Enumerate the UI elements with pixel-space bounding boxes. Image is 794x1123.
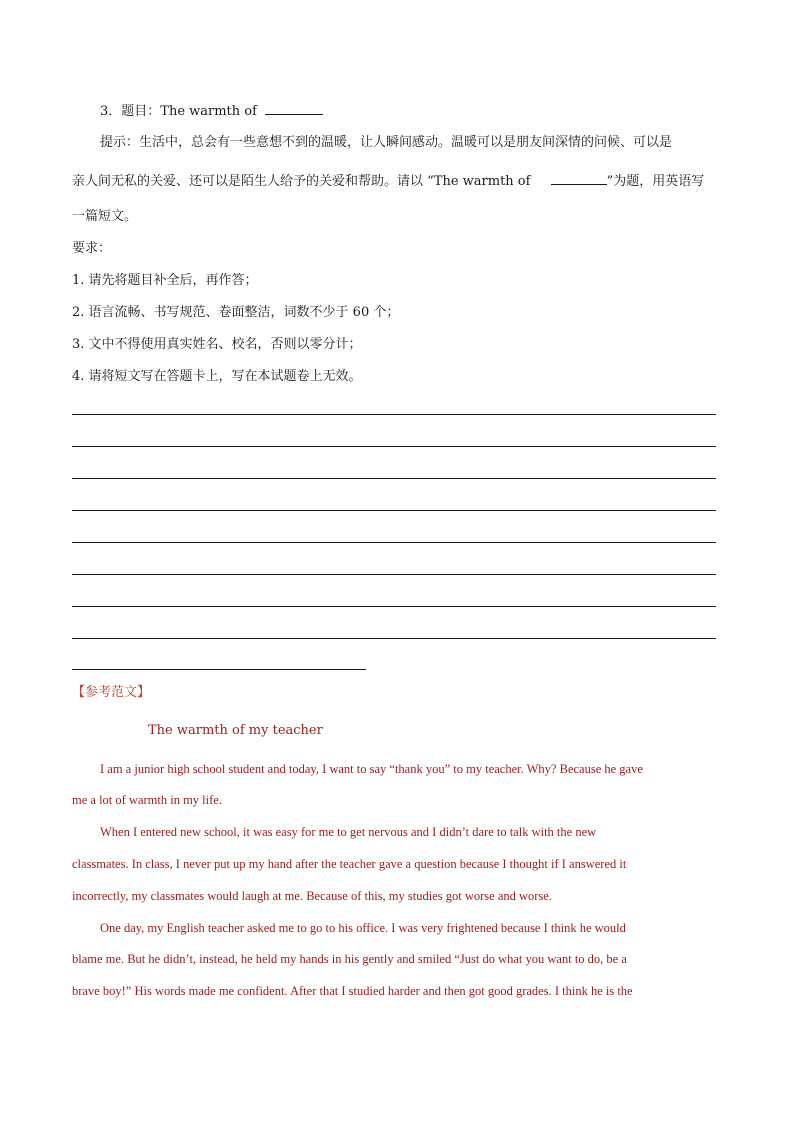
writing-line-short [72, 669, 366, 670]
hint-title-blank [551, 172, 607, 185]
model-essay-title: The warmth of my teacher [148, 723, 323, 738]
hint-line-2-part-b: ”为题，用英语写 [606, 174, 705, 189]
writing-line [72, 606, 716, 607]
writing-line [72, 414, 716, 415]
requirement-item: 4. 请将短文写在答题卡上，写在本试题卷上无效。 [72, 369, 362, 384]
requirement-item: 2. 语言流畅、书写规范、卷面整洁，词数不少于 60 个； [72, 305, 400, 320]
hint-line-2-part-a: 亲人间无私的关爱、还可以是陌生人给予的关爱和帮助。请以 “The warmth of [72, 174, 531, 189]
writing-line [72, 542, 716, 543]
requirement-item: 3. 文中不得使用真实姓名、校名，否则以零分计； [72, 337, 362, 352]
requirements-label: 要求： [72, 241, 112, 256]
hint-line-1: 提示：生活中，总会有一些意想不到的温暖，让人瞬间感动。温暖可以是朋友间深情的问候、可以是 [100, 135, 673, 150]
essay-line: classmates. In class, I never put up my hand after the teacher gave a question because I thought if I answered it [72, 857, 627, 871]
model-essay-label: 【参考范文】 [72, 685, 151, 700]
essay-line: incorrectly, my classmates would laugh at me. Because of this, my studies got worse and worse. [72, 889, 552, 903]
writing-line [72, 446, 716, 447]
title-blank [265, 102, 323, 115]
essay-line: I am a junior high school student and today, I want to say “thank you” to my teacher. Why? Because he gave [100, 762, 643, 776]
writing-line [72, 638, 716, 639]
essay-line: When I entered new school, it was easy for me to get nervous and I didn’t dare to talk with the new [100, 825, 597, 839]
writing-line [72, 574, 716, 575]
essay-line: me a lot of warmth in my life. [72, 793, 222, 807]
hint-line-2 [72, 172, 704, 191]
requirement-item: 1. 请先将题目补全后，再作答； [72, 273, 258, 288]
question-title-text: 3．题目：The warmth of [100, 104, 257, 119]
essay-line: brave boy!” His words made me confident. After that I studied harder and then got good grades. I think he is the [72, 984, 633, 998]
essay-line: One day, my English teacher asked me to go to his office. I was very frightened because I think he would [100, 921, 626, 935]
hint-line-3: 一篇短文。 [72, 209, 138, 224]
writing-line [72, 478, 716, 479]
essay-line: blame me. But he didn’t, instead, he held my hands in his gently and smiled “Just do what you want to do, be a [72, 952, 627, 966]
writing-line [72, 510, 716, 511]
question-title [100, 102, 323, 121]
